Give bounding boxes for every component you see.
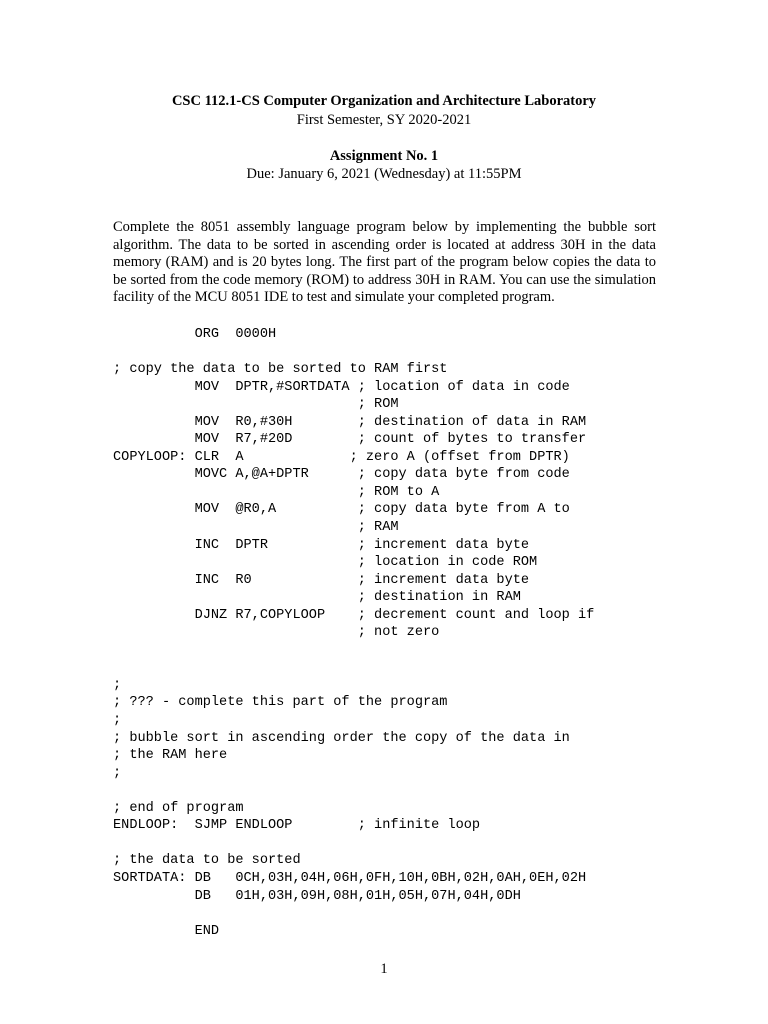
semester-line: First Semester, SY 2020-2021 bbox=[296, 112, 472, 128]
code-line: ; ROM bbox=[113, 397, 399, 413]
code-line: MOV DPTR,#SORTDATA ; location of data in code bbox=[113, 379, 570, 395]
code-line: MOV R7,#20D ; count of bytes to transfer bbox=[113, 432, 587, 448]
code-line: ; end of program bbox=[113, 800, 244, 816]
code-line: ; not zero bbox=[113, 625, 440, 641]
code-line: INC DPTR ; increment data byte bbox=[113, 537, 530, 553]
code-line: ; ROM to A bbox=[113, 484, 440, 500]
assignment-title: Assignment No. 1 bbox=[329, 148, 439, 164]
code-line: ; the data to be sorted bbox=[113, 853, 301, 869]
code-line: ; destination in RAM bbox=[113, 590, 521, 606]
code-line: ; bbox=[113, 713, 122, 729]
code-line: ; the RAM here bbox=[113, 748, 228, 764]
code-line: ENDLOOP: SJMP ENDLOOP ; infinite loop bbox=[113, 818, 481, 834]
code-line: ; bbox=[113, 677, 122, 693]
code-line: ; copy the data to be sorted to RAM first bbox=[113, 362, 448, 378]
page-number: 1 bbox=[380, 961, 388, 977]
code-line: ; bbox=[113, 765, 122, 781]
code-line: ; ??? - complete this part of the program bbox=[113, 695, 448, 711]
code-listing bbox=[113, 326, 594, 940]
code-line: ; RAM bbox=[113, 520, 399, 536]
code-line: ; location in code ROM bbox=[113, 555, 538, 571]
code-line: DB 01H,03H,09H,08H,01H,05H,07H,04H,0DH bbox=[113, 888, 521, 904]
code-line: MOVC A,@A+DPTR ; copy data byte from code bbox=[113, 467, 570, 483]
code-line: COPYLOOP: CLR A ; zero A (offset from DPTR) bbox=[113, 449, 570, 465]
code-line: ORG 0000H bbox=[113, 327, 277, 342]
code-line: MOV @R0,A ; copy data byte from A to bbox=[113, 502, 570, 518]
code-line: MOV R0,#30H ; destination of data in RAM bbox=[113, 414, 587, 430]
code-line: DJNZ R7,COPYLOOP ; decrement count and loop if bbox=[113, 607, 595, 623]
code-line: INC R0 ; increment data byte bbox=[113, 572, 530, 588]
code-line: ; bubble sort in ascending order the copy of the data in bbox=[113, 730, 570, 746]
code-line: SORTDATA: DB 0CH,03H,04H,06H,0FH,10H,0BH,02H,0AH,0EH,02H bbox=[113, 870, 587, 886]
code-line: END bbox=[113, 923, 220, 939]
course-title: CSC 112.1-CS Computer Organization and Architecture Laboratory bbox=[171, 93, 597, 109]
instructions-paragraph: Complete the 8051 assembly language program below by implementing the bubble sort algorithm. The data to be sorted in ascending order is located at address 30H in the data memory (RAM) and is 20 bytes long. The first part of the program below copies the data to be sorted from the code memory (ROM) to address 30H in RAM. You can use the simulation facility of the MCU 8051 IDE to test and simulate your completed program. bbox=[113, 219, 656, 306]
due-date: Due: January 6, 2021 (Wednesday) at 11:55PM bbox=[246, 166, 522, 182]
